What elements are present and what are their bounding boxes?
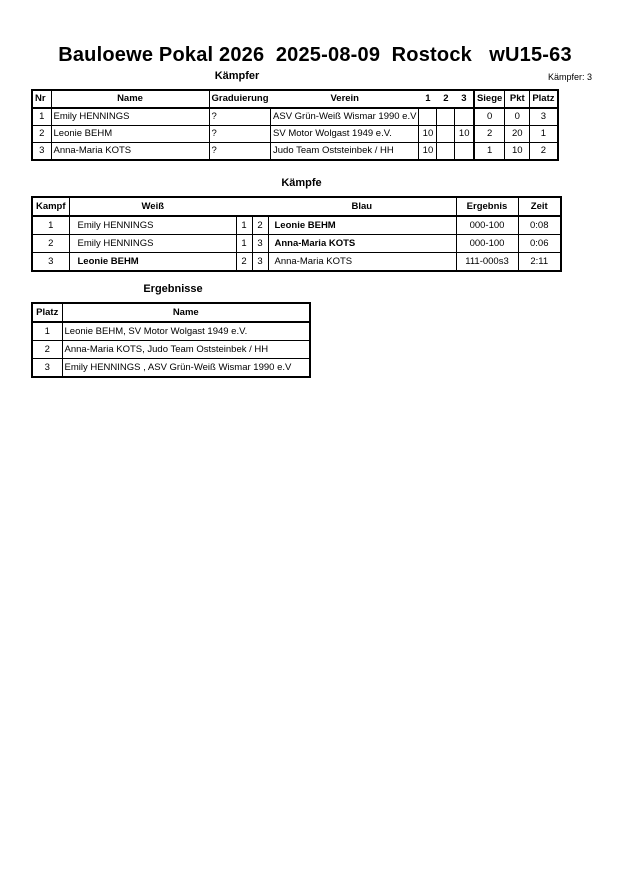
- fighter-r1: 10: [419, 143, 437, 161]
- fight-blue-nr: 2: [252, 216, 268, 235]
- table-row: [32, 126, 558, 143]
- fights-table: [31, 196, 562, 272]
- col-blau: Blau: [268, 197, 456, 216]
- fighters-table: [31, 89, 559, 161]
- fight-blue: Leonie BEHM: [268, 216, 456, 235]
- fighters-header-row: [32, 90, 558, 108]
- col-pkt: Pkt: [505, 90, 530, 108]
- result-place: 3: [32, 359, 62, 378]
- table-row: [32, 108, 558, 126]
- fight-white: Emily HENNINGS: [69, 216, 236, 235]
- fighter-r2: [437, 108, 455, 126]
- results-header-row: [32, 303, 310, 322]
- fighter-name: Emily HENNINGS: [51, 108, 209, 126]
- fighter-count: Kämpfer: 3: [548, 72, 593, 82]
- col-graduierung: Graduierung: [209, 90, 271, 108]
- col-platz: Platz: [530, 90, 558, 108]
- fighter-wins: 1: [474, 143, 505, 161]
- table-row: [32, 216, 561, 235]
- fighter-club: [271, 108, 419, 126]
- fighter-pts: 0: [505, 108, 530, 126]
- col-name: Name: [51, 90, 209, 108]
- col-r1: 1: [419, 90, 437, 108]
- fight-white-nr: 1: [236, 216, 252, 235]
- fighter-r2: [437, 143, 455, 161]
- fight-result: 111-000s3: [456, 253, 518, 272]
- table-row: [32, 235, 561, 253]
- result-name-text: Emily HENNINGS , ASV Grün-Weiß Wismar 1990 e.V: [64, 362, 292, 373]
- fighter-r1: [419, 108, 437, 126]
- table-row: [32, 143, 558, 161]
- fight-white: Leonie BEHM: [69, 253, 236, 272]
- fight-white-nr: 2: [236, 253, 252, 272]
- results-table: [31, 302, 311, 378]
- col-result-name: Name: [62, 303, 310, 322]
- result-place: 2: [32, 341, 62, 359]
- fighter-nr: 2: [32, 126, 51, 143]
- fight-white: Emily HENNINGS: [69, 235, 236, 253]
- fighter-nr: 1: [32, 108, 51, 126]
- fighter-grad: ?: [209, 126, 271, 143]
- fighter-grad: ?: [209, 108, 271, 126]
- fighter-place: 1: [530, 126, 558, 143]
- fight-result: 000-100: [456, 216, 518, 235]
- col-wn: [236, 197, 252, 216]
- col-zeit: Zeit: [518, 197, 561, 216]
- col-r2: 2: [437, 90, 455, 108]
- result-name: [62, 359, 310, 378]
- fighter-club-text: ASV Grün-Weiß Wismar 1990 e.V: [273, 111, 417, 122]
- fight-number: 1: [32, 216, 69, 235]
- fighter-pts: 10: [505, 143, 530, 161]
- results-heading: Ergebnisse: [143, 283, 203, 295]
- table-row: [32, 253, 561, 272]
- fighter-club-text: SV Motor Wolgast 1949 e.V.: [273, 128, 392, 139]
- fighter-r1: 10: [419, 126, 437, 143]
- col-weiss: Weiß: [69, 197, 236, 216]
- fighter-name: Leonie BEHM: [51, 126, 209, 143]
- fighter-pts: 20: [505, 126, 530, 143]
- fighter-name: Anna-Maria KOTS: [51, 143, 209, 161]
- col-siege: Siege: [474, 90, 505, 108]
- fight-result: 000-100: [456, 235, 518, 253]
- table-row: [32, 322, 310, 341]
- fighter-place: 3: [530, 108, 558, 126]
- fight-blue: Anna-Maria KOTS: [268, 235, 456, 253]
- fighters-heading: Kämpfer: [214, 70, 260, 82]
- fight-blue-nr: 3: [252, 235, 268, 253]
- col-kampf: Kampf: [32, 197, 69, 216]
- fighter-wins: 0: [474, 108, 505, 126]
- fight-number: 2: [32, 235, 69, 253]
- fighter-club: [271, 143, 419, 161]
- fight-white-nr: 1: [236, 235, 252, 253]
- fighter-club-text: Judo Team Oststeinbek / HH: [273, 145, 394, 156]
- fight-time: 2:11: [518, 253, 561, 272]
- fighter-club: [271, 126, 419, 143]
- col-r3: 3: [455, 90, 474, 108]
- col-nr: Nr: [32, 90, 51, 108]
- col-result-platz: Platz: [32, 303, 62, 322]
- fighter-place: 2: [530, 143, 558, 161]
- result-name: Leonie BEHM, SV Motor Wolgast 1949 e.V.: [62, 322, 310, 341]
- fight-time: 0:06: [518, 235, 561, 253]
- fight-time: 0:08: [518, 216, 561, 235]
- fight-number: 3: [32, 253, 69, 272]
- fighter-nr: 3: [32, 143, 51, 161]
- table-row: [32, 341, 310, 359]
- result-name: Anna-Maria KOTS, Judo Team Oststeinbek / HH: [62, 341, 310, 359]
- fight-blue: Anna-Maria KOTS: [268, 253, 456, 272]
- col-verein: Verein: [271, 90, 419, 108]
- result-place: 1: [32, 322, 62, 341]
- fight-blue-nr: 3: [252, 253, 268, 272]
- fighter-wins: 2: [474, 126, 505, 143]
- col-bn: [252, 197, 268, 216]
- fighter-r3: [455, 143, 474, 161]
- col-ergebnis: Ergebnis: [456, 197, 518, 216]
- fights-heading: Kämpfe: [281, 177, 322, 189]
- fighter-r3: [455, 108, 474, 126]
- fighter-r3: 10: [455, 126, 474, 143]
- fighter-r2: [437, 126, 455, 143]
- fights-header-row: [32, 197, 561, 216]
- table-row: [32, 359, 310, 378]
- page-title: Bauloewe Pokal 2026 2025-08-09 Rostock wU15-63: [58, 44, 572, 66]
- fighter-grad: ?: [209, 143, 271, 161]
